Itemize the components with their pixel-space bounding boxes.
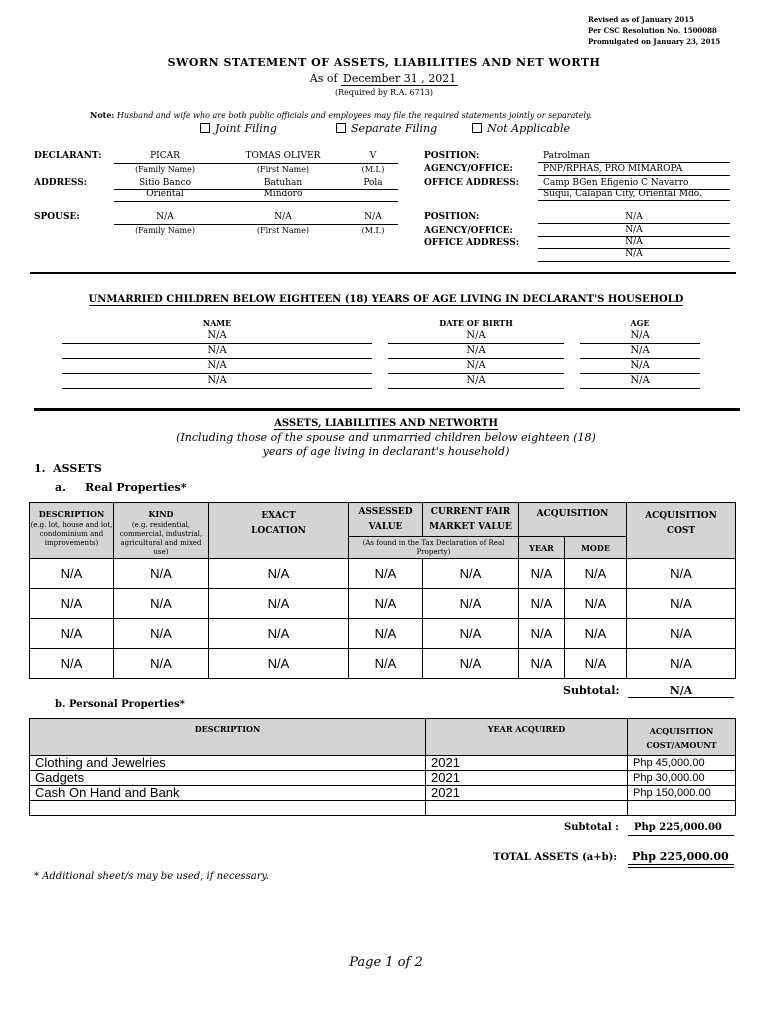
real-year-cell: N/A [519, 559, 565, 589]
assets-subtitle-1: (Including those of the spouse and unmarried children below eighteen (18) [176, 431, 596, 444]
real-kind-cell: N/A [114, 589, 209, 619]
real-location-cell: N/A [209, 589, 349, 619]
real-header-mode: MODE [565, 537, 627, 559]
joint-filing-option[interactable] [200, 122, 277, 135]
personal-desc-cell: Clothing and Jewelries [30, 756, 426, 771]
personal-desc-cell: Cash On Hand and Bank [30, 786, 426, 801]
assets-section-title-text: ASSETS, LIABILITIES AND NETWORTH [274, 418, 498, 429]
child-age-cell: N/A [580, 345, 700, 359]
child-dob-cell: N/A [388, 375, 564, 389]
real-description-cell: N/A [30, 649, 114, 679]
personal-year-cell [426, 801, 628, 816]
as-of-date: December 31 , 2021 [343, 72, 457, 85]
real-description-cell: N/A [30, 559, 114, 589]
real-header-assessed: ASSESSED VALUE [349, 503, 423, 537]
real-header-year: YEAR [519, 537, 565, 559]
separate-filing-label: Separate Filing [351, 122, 438, 135]
real-cost-cell: N/A [627, 619, 736, 649]
position-label: POSITION: [424, 151, 480, 161]
revision-line-1: Revised as of January 2015 [588, 15, 694, 24]
real-header-kind: KIND (e.g. residential, commercial, industrial, agricultural and mixed use) [114, 503, 209, 559]
real-assessed-cell: N/A [349, 619, 423, 649]
real-assessed-cell: N/A [349, 649, 423, 679]
total-assets-value: Php 225,000.00 [632, 850, 729, 863]
personal-property-row [30, 786, 736, 801]
real-description-cell: N/A [30, 589, 114, 619]
personal-header-cost: ACQUISITION COST/AMOUNT [628, 719, 736, 756]
real-fair-value-cell: N/A [423, 589, 519, 619]
not-applicable-label: Not Applicable [487, 122, 571, 135]
personal-year-cell: 2021 [426, 756, 628, 771]
address-part-1: Sitio Banco [138, 178, 192, 188]
real-property-row [30, 589, 736, 619]
personal-cost-cell [628, 801, 736, 816]
spouse-first-caption: (First Name) [256, 226, 310, 235]
child-age-cell: N/A [580, 360, 700, 374]
page-number: Page 1 of 2 [349, 955, 423, 970]
personal-year-cell: 2021 [426, 771, 628, 786]
children-col-dob: DATE OF BIRTH [439, 318, 513, 328]
declarant-first-name: TOMAS OLIVER [245, 151, 321, 161]
declarant-position: Patrolman [543, 151, 590, 161]
not-applicable-checkbox[interactable] [472, 123, 482, 133]
child-dob-cell: N/A [388, 330, 564, 344]
declarant-agency: PNP/RPHAS, PRO MIMAROPA [543, 164, 683, 174]
real-year-cell: N/A [519, 619, 565, 649]
personal-cost-cell: Php 150,000.00 [628, 786, 736, 801]
real-mode-cell: N/A [565, 559, 627, 589]
real-location-cell: N/A [209, 619, 349, 649]
real-property-row [30, 619, 736, 649]
spouse-mi-caption: (M.I.) [361, 226, 385, 235]
note-text: Husband and wife who are both public officials and employees may file the required statements jointly or separately. [116, 111, 592, 120]
office-address-label: OFFICE ADDRESS: [424, 178, 520, 188]
personal-subtotal-value: Php 225,000.00 [634, 822, 722, 833]
real-properties-table [29, 502, 736, 679]
real-kind-cell: N/A [114, 649, 209, 679]
declarant-label: DECLARANT: [34, 151, 102, 161]
real-header-tax-note: (As found in the Tax Declaration of Real Property) [349, 537, 519, 559]
personal-cost-cell: Php 45,000.00 [628, 756, 736, 771]
total-assets-label: TOTAL ASSETS (a+b): [493, 852, 618, 863]
address-part-2: Batuhan [263, 178, 303, 188]
address-part-4: Oriental [146, 189, 184, 199]
page-title: SWORN STATEMENT OF ASSETS, LIABILITIES AND NET WORTH [167, 56, 601, 69]
real-fair-value-cell: N/A [423, 559, 519, 589]
real-properties-heading: a. Real Properties* [55, 481, 187, 494]
personal-subtotal-label: Subtotal : [564, 822, 619, 833]
spouse-office-line-2: N/A [625, 249, 643, 259]
address-label: ADDRESS: [34, 178, 88, 188]
spouse-agency-label: AGENCY/OFFICE: [424, 226, 513, 236]
real-cost-cell: N/A [627, 559, 736, 589]
real-description-cell: N/A [30, 619, 114, 649]
real-header-location: EXACT LOCATION [209, 503, 349, 559]
real-assessed-cell: N/A [349, 559, 423, 589]
child-dob-cell: N/A [388, 345, 564, 359]
personal-property-row [30, 771, 736, 786]
spouse-family-name: N/A [156, 212, 174, 222]
first-name-caption: (First Name) [256, 165, 310, 174]
revision-note [588, 14, 720, 47]
assets-subtitle-2: years of age living in declarant's household) [262, 445, 510, 458]
revision-line-2: Per CSC Resolution No. 1500088 [588, 26, 717, 35]
spouse-office-label: OFFICE ADDRESS: [424, 238, 520, 248]
note [90, 110, 592, 120]
personal-properties-table [29, 718, 736, 816]
personal-properties-heading: b. Personal Properties* [55, 699, 185, 710]
personal-desc-cell: Gadgets [30, 771, 426, 786]
agency-label: AGENCY/OFFICE: [424, 164, 513, 174]
child-name-cell: N/A [62, 360, 372, 374]
child-dob-cell: N/A [388, 360, 564, 374]
real-location-cell: N/A [209, 559, 349, 589]
assets-heading: 1. ASSETS [34, 462, 102, 475]
as-of-line [0, 72, 768, 85]
mi-caption: (M.I.) [361, 165, 385, 174]
separate-filing-option[interactable] [336, 122, 437, 135]
real-header-fair-value: CURRENT FAIR MARKET VALUE [423, 503, 519, 537]
real-header-acquisition: ACQUISITION [519, 503, 627, 537]
real-header-cost: ACQUISITION COST [627, 503, 736, 559]
assets-section-title [0, 418, 768, 429]
personal-property-row [30, 801, 736, 816]
required-note: (Required by R.A. 6713) [334, 88, 434, 97]
real-year-cell: N/A [519, 649, 565, 679]
spouse-agency: N/A [625, 225, 643, 235]
spouse-position: N/A [625, 212, 643, 222]
real-assessed-cell: N/A [349, 589, 423, 619]
footnote: * Additional sheet/s may be used, if necessary. [34, 871, 270, 882]
real-mode-cell: N/A [565, 589, 627, 619]
personal-desc-cell [30, 801, 426, 816]
personal-cost-cell: Php 30,000.00 [628, 771, 736, 786]
personal-year-cell: 2021 [426, 786, 628, 801]
children-col-name: NAME [202, 318, 232, 328]
address-part-3: Pola [363, 178, 383, 188]
children-col-age: AGE [630, 318, 650, 328]
children-title [0, 294, 768, 305]
declarant-family-name: PICAR [150, 151, 180, 161]
child-age-cell: N/A [580, 375, 700, 389]
revision-line-3: Promulgated on January 23, 2015 [588, 37, 721, 46]
personal-header-description: DESCRIPTION [30, 719, 426, 756]
spouse-position-label: POSITION: [424, 212, 480, 222]
spouse-first-name: N/A [274, 212, 292, 222]
note-label: Note: [90, 110, 115, 120]
spouse-family-caption: (Family Name) [135, 226, 195, 235]
spouse-office-line-1: N/A [625, 237, 643, 247]
declarant-office-line-2: Suqui, Calapan City, Oriental Mdo. [543, 189, 702, 199]
real-kind-cell: N/A [114, 619, 209, 649]
real-property-row [30, 559, 736, 589]
real-fair-value-cell: N/A [423, 649, 519, 679]
real-mode-cell: N/A [565, 649, 627, 679]
child-name-cell: N/A [62, 330, 372, 344]
real-property-row [30, 649, 736, 679]
real-kind-cell: N/A [114, 559, 209, 589]
declarant-mi: V [369, 151, 377, 161]
joint-filing-checkbox[interactable] [200, 123, 210, 133]
not-applicable-option[interactable] [472, 122, 570, 135]
real-cost-cell: N/A [627, 589, 736, 619]
separate-filing-checkbox[interactable] [336, 123, 346, 133]
personal-header-year: YEAR ACQUIRED [426, 719, 628, 756]
spouse-mi: N/A [364, 212, 382, 222]
children-title-text: UNMARRIED CHILDREN BELOW EIGHTEEN (18) YEARS OF AGE LIVING IN DECLARANT'S HOUSEHOLD [88, 294, 684, 305]
section-divider-2 [34, 408, 740, 411]
real-subtotal-label: Subtotal: [563, 684, 620, 697]
child-name-cell: N/A [62, 375, 372, 389]
real-year-cell: N/A [519, 589, 565, 619]
personal-property-row [30, 756, 736, 771]
as-of-label: As of [309, 72, 338, 85]
family-name-caption: (Family Name) [135, 165, 195, 174]
real-location-cell: N/A [209, 649, 349, 679]
joint-filing-label: Joint Filing [215, 122, 277, 135]
real-subtotal-value: N/A [669, 684, 693, 697]
declarant-office-line-1: Camp BGen Efigenio C Navarro [543, 178, 689, 188]
section-divider [30, 272, 736, 274]
spouse-label: SPOUSE: [34, 212, 80, 222]
child-age-cell: N/A [580, 330, 700, 344]
real-fair-value-cell: N/A [423, 619, 519, 649]
real-header-description: DESCRIPTION (e.g. lot, house and lot, condominium and improvements) [30, 503, 114, 559]
real-cost-cell: N/A [627, 649, 736, 679]
real-mode-cell: N/A [565, 619, 627, 649]
address-part-5: Mindoro [263, 189, 303, 199]
child-name-cell: N/A [62, 345, 372, 359]
